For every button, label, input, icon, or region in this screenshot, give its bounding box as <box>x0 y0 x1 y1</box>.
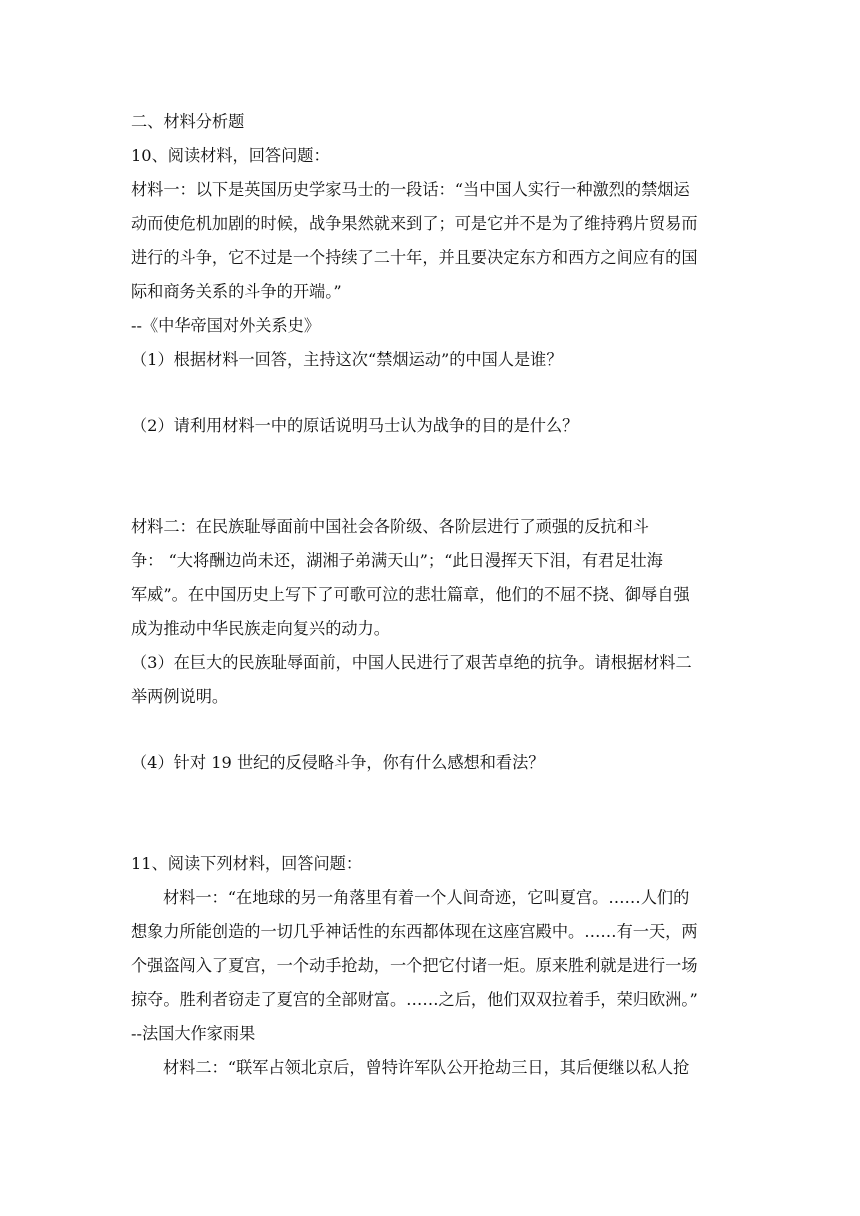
q11-material-1-line: 掠夺。胜利者窃走了夏宫的全部财富。……之后，他们双双拉着手，荣归欧洲。” <box>131 990 698 1009</box>
q10-subquestion-4: （4）针对 19 世纪的反侵略斗争，你有什么感想和看法？ <box>131 753 545 772</box>
q10-subquestion-3-line: 举两例说明。 <box>131 687 229 706</box>
q10-material-2-line: 争： “大将酬边尚未还，湖湘子弟满天山”；“此日漫挥天下泪，有君足壮海 <box>131 551 663 570</box>
q10-material-1-line: 际和商务关系的斗争的开端。” <box>131 282 342 301</box>
q11-material-1-line: 想象力所能创造的一切几乎神话性的东西都体现在这座宫殿中。……有一天，两 <box>131 922 698 941</box>
q11-material-1-line: 个强盗闯入了夏宫，一个动手抢劫，一个把它付诸一炬。原来胜利就是进行一场 <box>131 956 698 975</box>
question-11-heading: 11、阅读下列材料，回答问题： <box>131 854 363 873</box>
q10-subquestion-2: （2）请利用材料一中的原话说明马士认为战争的目的是什么？ <box>131 416 579 435</box>
q11-material-2-line: 材料二：“联军占领北京后，曾特许军队公开抢劫三日，其后便继以私人抢 <box>163 1058 690 1077</box>
q10-subquestion-1: （1）根据材料一回答，主持这次“禁烟运动”的中国人是谁？ <box>131 350 563 369</box>
q10-subquestion-3-line: （3）在巨大的民族耻辱面前，中国人民进行了艰苦卓绝的抗争。请根据材料二 <box>131 653 692 672</box>
q10-material-1-line: 材料一：以下是英国历史学家马士的一段话：“当中国人实行一种激烈的禁烟运 <box>131 180 690 199</box>
question-10-heading: 10、阅读材料，回答问题： <box>131 146 330 165</box>
q10-material-2-line: 成为推动中华民族走向复兴的动力。 <box>131 619 390 638</box>
q10-material-2-line: 军威”。在中国历史上写下了可歌可泣的悲壮篇章，他们的不屈不挠、御辱自强 <box>131 585 690 604</box>
q11-material-1-line: 材料一：“在地球的另一角落里有着一个人间奇迹，它叫夏宫。……人们的 <box>163 888 690 907</box>
q10-material-1-line: 进行的斗争，它不过是一个持续了二十年，并且要决定东方和西方之间应有的国 <box>131 248 698 267</box>
q11-material-1-source: --法国大作家雨果 <box>131 1024 256 1043</box>
section-title: 二、材料分析题 <box>131 112 245 131</box>
q10-material-1-source: --《中华帝国对外关系史》 <box>131 316 321 335</box>
q10-material-1-line: 动而使危机加剧的时候，战争果然就来到了；可是它并不是为了维持鸦片贸易而 <box>131 214 698 233</box>
q10-material-2-line: 材料二：在民族耻辱面前中国社会各阶级、各阶层进行了顽强的反抗和斗 <box>131 517 649 536</box>
